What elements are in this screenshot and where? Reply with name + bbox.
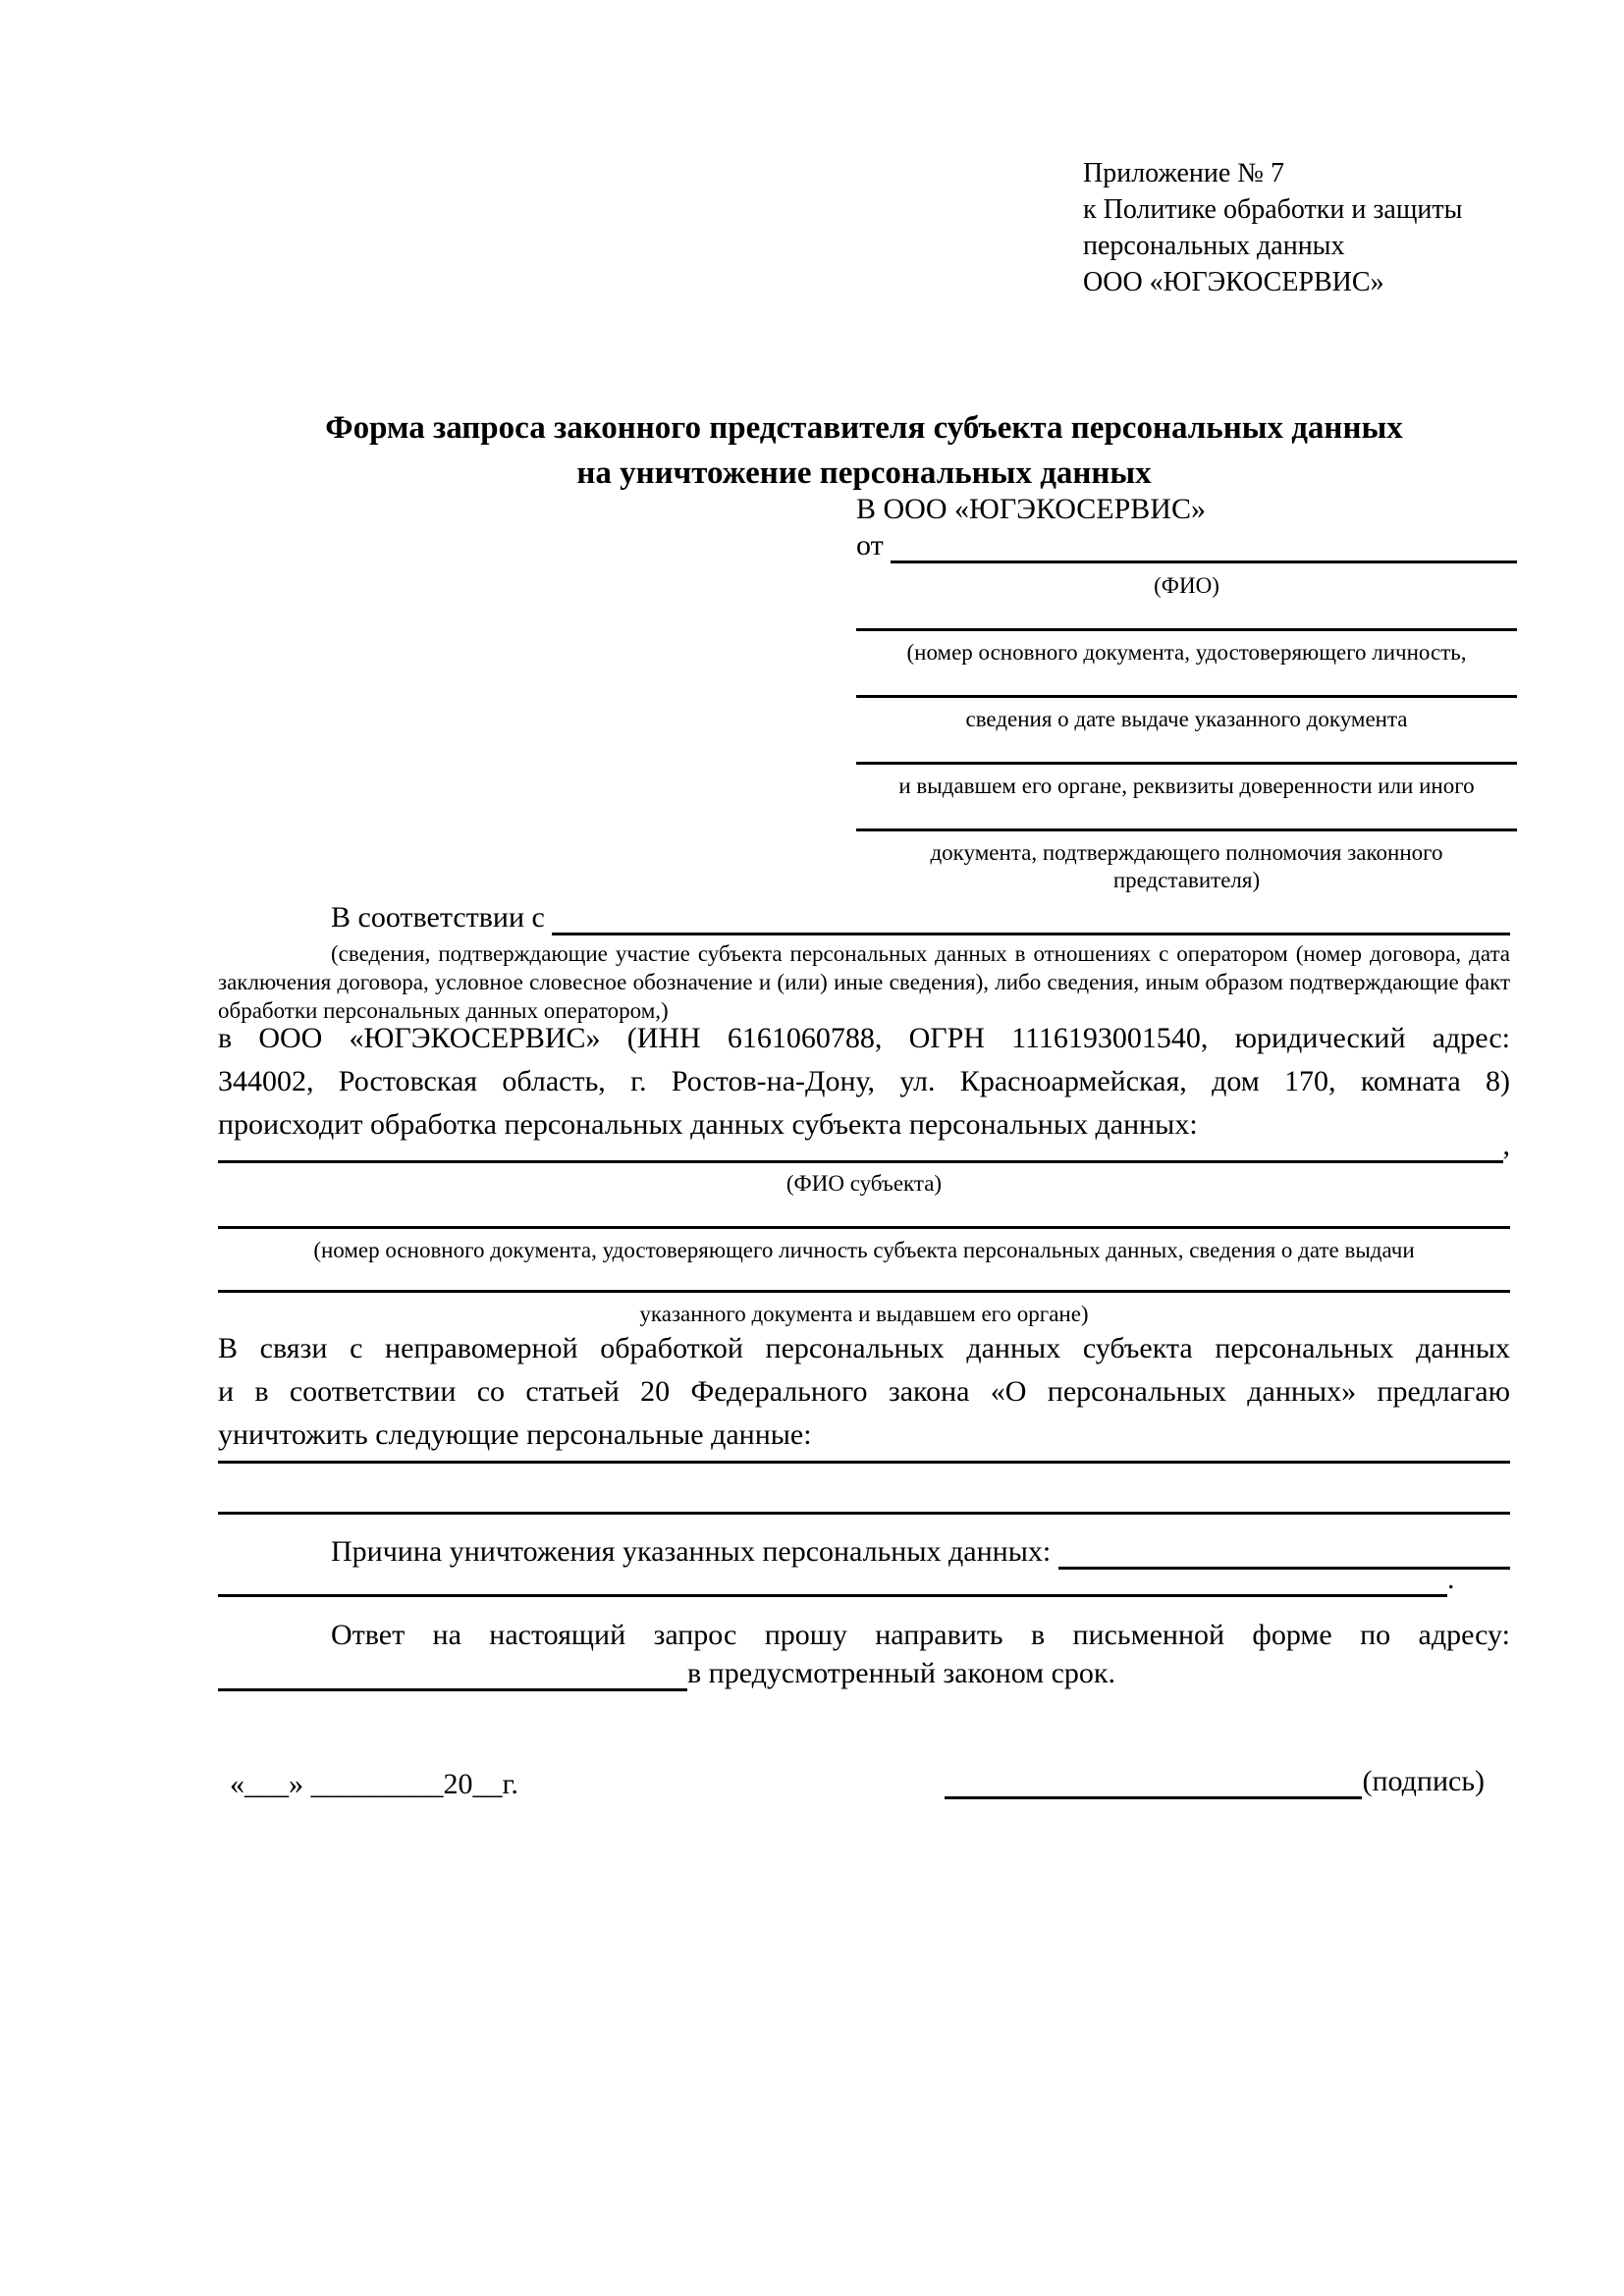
- form-title: Форма запроса законного представителя субъекта персональных данных на уничтожение персональных данных: [325, 410, 1403, 491]
- accordance-label: В соответствии с: [331, 901, 553, 934]
- subject-name-blank-line: [218, 1160, 1503, 1163]
- signature-caption: (подпись): [1362, 1765, 1485, 1797]
- issue-date-caption: сведения о дате выдаче указанного документа: [965, 707, 1408, 731]
- blank-line-issue-date: [856, 695, 1517, 698]
- blank-line-authority-document: [856, 828, 1517, 831]
- signature-blank-line: [945, 1796, 1362, 1799]
- subject-name-comma: ,: [1502, 1129, 1510, 1161]
- blank-line-document-number: [856, 628, 1517, 631]
- subject-fio-caption: (ФИО субъекта): [785, 1171, 943, 1196]
- subject-document-caption-1: (номер основного документа, удостоверяющего личность субъекта персональных данных, сведения о дате выдачи: [313, 1238, 1415, 1262]
- appendix-header: Приложение № 7 к Политике обработки и защиты персональных данных ООО «ЮГЭКОСЕРВИС»: [1083, 158, 1463, 297]
- accordance-blank-line: [552, 933, 1510, 935]
- data-blank-line-1: [218, 1461, 1510, 1464]
- reason-label: Причина уничтожения указанных персональных данных:: [331, 1535, 1058, 1568]
- reason-continuation-blank-line: [218, 1594, 1447, 1597]
- blank-line-issuing-authority: [856, 762, 1517, 765]
- from-blank-line: [891, 561, 1517, 563]
- addressee-to: В ООО «ЮГЭКОСЕРВИС»: [856, 493, 1206, 525]
- from-row: [856, 527, 1517, 563]
- reason-period: .: [1447, 1563, 1455, 1595]
- subject-document-blank-line-2: [218, 1290, 1510, 1293]
- accordance-row: [218, 899, 1510, 935]
- answer-tail-row: [218, 1655, 1510, 1691]
- signature-row: [945, 1763, 1485, 1799]
- request-paragraph: В связи с неправомерной обработкой персональных данных субъекта персональных данных и в соответствии со статьей 20 Федерального закона «О персональных данных» предлагаю уничтожить следующие персональные данные:: [218, 1332, 1510, 1451]
- address-blank-line: [218, 1688, 687, 1691]
- answer-tail: в предусмотренный законом срок.: [687, 1657, 1115, 1689]
- addressee-block: [856, 488, 1517, 900]
- answer-line: Ответ на настоящий запрос прошу направить в письменной форме по адресу:: [331, 1619, 1510, 1651]
- subject-document-blank-line: [218, 1226, 1510, 1229]
- subject-document-caption-2: указанного документа и выдавшем его органе): [639, 1302, 1089, 1326]
- reason-continuation-row: [218, 1561, 1510, 1597]
- issuing-authority-caption: и выдавшем его органе, реквизиты доверенности или иного: [898, 774, 1475, 798]
- data-blank-line-2: [218, 1512, 1510, 1515]
- authority-document-caption: документа, подтверждающего полномочия законного представителя): [930, 840, 1443, 892]
- fio-caption: (ФИО): [1154, 573, 1219, 598]
- document-number-caption: (номер основного документа, удостоверяющего личность,: [906, 640, 1467, 665]
- operator-paragraph: в ООО «ЮГЭКОСЕРВИС» (ИНН 6161060788, ОГРН 1116193001540, юридический адрес: 344002, Ростовская область, г. Ростов-на-Дону, ул. Красноармейская, дом 170, комната 8) происходит обработка персональных данных субъекта персональных данных:: [218, 1022, 1510, 1141]
- subject-name-row: [218, 1127, 1510, 1163]
- date-line: «___» _________20__г.: [230, 1768, 518, 1800]
- accordance-note: (сведения, подтверждающие участие субъекта персональных данных в отношениях с оператором (номер договора, дата заключения договора, условное словесное обозначение и (или) иные сведения), либо сведения, иным образом подтверждающие факт обработки персональных данных оператором,): [218, 941, 1510, 1023]
- from-label: от: [856, 529, 892, 561]
